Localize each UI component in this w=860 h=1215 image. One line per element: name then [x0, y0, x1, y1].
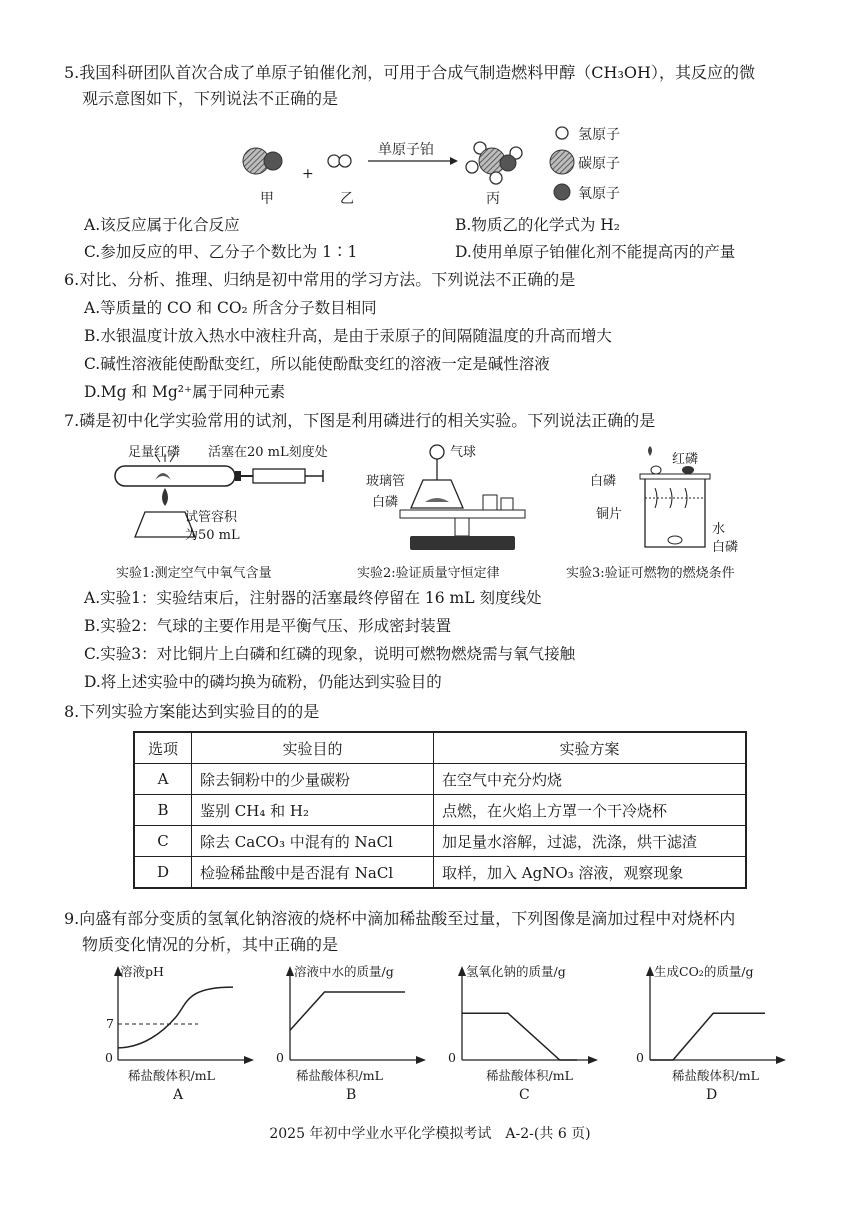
table-header: 实验目的 [192, 732, 434, 764]
table-cell: 点燃，在火焰上方罩一个干冷烧杯 [434, 795, 747, 826]
exp3-caption: 实验3:验证可燃物的燃烧条件 [566, 566, 735, 581]
graph-curve-c [462, 1013, 577, 1060]
q7-option-a: A.实验1：实验结束后，注射器的活塞最终停留在 16 mL 刻度线处 [84, 589, 542, 607]
table-row [134, 826, 746, 857]
exp1-caption: 实验1:测定空气中氧气含量 [116, 566, 272, 581]
q6-option-d: D.Mg 和 Mg²⁺属于同种元素 [84, 383, 286, 401]
exp1-label-volume-2: 为50 mL [185, 528, 240, 543]
graph-b-xlabel: 稀盐酸体积/mL [296, 1068, 383, 1083]
q5-plus: + [302, 166, 314, 182]
exp1-label-piston: 活塞在20 mL刻度处 [208, 445, 328, 460]
legend-hydrogen-label: 氢原子 [578, 127, 620, 143]
table-row [134, 764, 746, 795]
page-footer: 2025 年初中学业水平化学模拟考试 A-2-(共 6 页) [269, 1126, 591, 1142]
q7-option-c: C.实验3：对比铜片上白磷和红磷的现象，说明可燃物燃烧需与氧气接触 [84, 645, 576, 663]
legend-carbon-label: 碳原子 [578, 156, 620, 172]
legend-oxygen-label: 氧原子 [578, 186, 620, 202]
graph-a-origin: 0 [105, 1050, 113, 1065]
exp3-label-red-phosphorus: 红磷 [672, 452, 699, 467]
q6-option-b: B.水银温度计放入热水中液柱升高，是由于汞原子的间隔随温度的升高而增大 [84, 327, 612, 345]
table-header-row [134, 732, 746, 764]
exp2-label-white-phosphorus: 白磷 [372, 495, 399, 510]
exp1-label-volume: 试管容积 [185, 510, 238, 525]
graph-d-xlabel: 稀盐酸体积/mL [672, 1068, 759, 1083]
legend-hydrogen-icon [556, 127, 568, 139]
exp1-label-red-phosphorus: 足量红磷 [128, 445, 181, 460]
legend-oxygen-icon [554, 184, 570, 200]
q5-stem-line2: 观示意图如下，下列说法不正确的是 [82, 89, 339, 108]
q7-stem: 7.磷是初中化学实验常用的试剂，下图是利用磷进行的相关实验。下列说法正确的是 [64, 411, 656, 430]
table-cell: 取样，加入 AgNO₃ 溶液，观察现象 [434, 857, 747, 889]
table-cell: C [134, 826, 192, 857]
table-cell: B [134, 795, 192, 826]
table-cell: D [134, 857, 192, 889]
table-header: 实验方案 [434, 732, 747, 764]
exp2-caption: 实验2:验证质量守恒定律 [357, 566, 500, 581]
graph-c-option: C [519, 1087, 530, 1103]
exp3-label-copper-sheet: 铜片 [596, 507, 623, 522]
table-cell: 在空气中充分灼烧 [434, 764, 747, 795]
graph-a-ylabel: 溶液pH [120, 964, 164, 979]
oxygen-atom-icon [500, 155, 516, 171]
q9-stem-line2: 物质变化情况的分析，其中正确的是 [82, 935, 339, 954]
q5-arrow-label: 单原子铂 [378, 142, 434, 158]
graph-c-origin: 0 [448, 1050, 456, 1065]
q5-option-a: A.该反应属于化合反应 [84, 216, 240, 234]
table-row [134, 795, 746, 826]
hydrogen-atom-icon [339, 155, 351, 167]
graph-a-xlabel: 稀盐酸体积/mL [128, 1068, 215, 1083]
graph-c-xlabel: 稀盐酸体积/mL [486, 1068, 573, 1083]
graph-d-option: D [706, 1087, 718, 1103]
q5-label-yi: 乙 [340, 191, 354, 207]
q5-option-b: B.物质乙的化学式为 H₂ [455, 216, 620, 234]
q5-label-jia: 甲 [260, 191, 274, 207]
table-cell: 检验稀盐酸中是否混有 NaCl [192, 857, 434, 889]
graph-curve-b [290, 992, 405, 1030]
graph-b-origin: 0 [276, 1050, 284, 1065]
q6-option-a: A.等质量的 CO 和 CO₂ 所含分子数目相同 [84, 299, 377, 317]
graph-a-option: A [173, 1087, 184, 1103]
q5-option-d: D.使用单原子铂催化剂不能提高丙的产量 [455, 243, 736, 261]
exp2-label-glass-tube: 玻璃管 [366, 474, 406, 489]
graph-d-ylabel: 生成CO₂的质量/g [654, 964, 754, 979]
table-cell: 除去铜粉中的少量碳粉 [192, 764, 434, 795]
exp2-label-balloon: 气球 [450, 445, 477, 460]
q9-stem-line1: 9.向盛有部分变质的氢氧化钠溶液的烧杯中滴加稀盐酸至过量，下列图像是滴加过程中对烧杯内 [64, 909, 736, 928]
table-header: 选项 [134, 732, 192, 764]
graph-a [96, 960, 246, 1075]
graph-c-ylabel: 氢氧化钠的质量/g [466, 964, 566, 979]
graph-b-ylabel: 溶液中水的质量/g [294, 964, 394, 979]
exp3-label-white-phosphorus-water: 白磷 [712, 540, 739, 555]
table-cell: 加足量水溶解，过滤，洗涤，烘干滤渣 [434, 826, 747, 857]
table-cell: A [134, 764, 192, 795]
q5-label-bing: 丙 [486, 191, 500, 207]
table-cell: 鉴别 CH₄ 和 H₂ [192, 795, 434, 826]
legend-carbon-icon [550, 150, 574, 174]
table-row [134, 857, 746, 889]
hydrogen-atom-icon [328, 155, 340, 167]
graph-b-option: B [346, 1087, 357, 1103]
q6-stem: 6.对比、分析、推理、归纳是初中常用的学习方法。下列说法不正确的是 [64, 270, 576, 289]
exp3-label-water: 水 [712, 522, 726, 537]
q5-stem-line1: 5.我国科研团队首次合成了单原子铂催化剂，可用于合成气制造燃料甲醇（CH₃OH），其反应的微 [64, 63, 755, 82]
graph-curve-a [118, 987, 233, 1048]
q7-option-d: D.将上述实验中的磷均换为硫粉，仍能达到实验目的 [84, 673, 442, 691]
q7-option-b: B.实验2：气球的主要作用是平衡气压、形成密封装置 [84, 617, 452, 635]
q6-option-c: C.碱性溶液能使酚酞变红，所以能使酚酞变红的溶液一定是碱性溶液 [84, 355, 550, 373]
graph-curve-d [650, 1013, 765, 1060]
q8-stem: 8.下列实验方案能达到实验目的的是 [64, 702, 320, 721]
q5-option-c: C.参加反应的甲、乙分子个数比为 1∶1 [84, 243, 358, 261]
table-cell: 除去 CaCO₃ 中混有的 NaCl [192, 826, 434, 857]
q8-table [133, 731, 747, 889]
graph-a-ytick: 7 [106, 1016, 114, 1031]
oxygen-atom-icon [264, 152, 282, 170]
graph-d-origin: 0 [636, 1050, 644, 1065]
exp3-label-white-phosphorus: 白磷 [590, 474, 617, 489]
